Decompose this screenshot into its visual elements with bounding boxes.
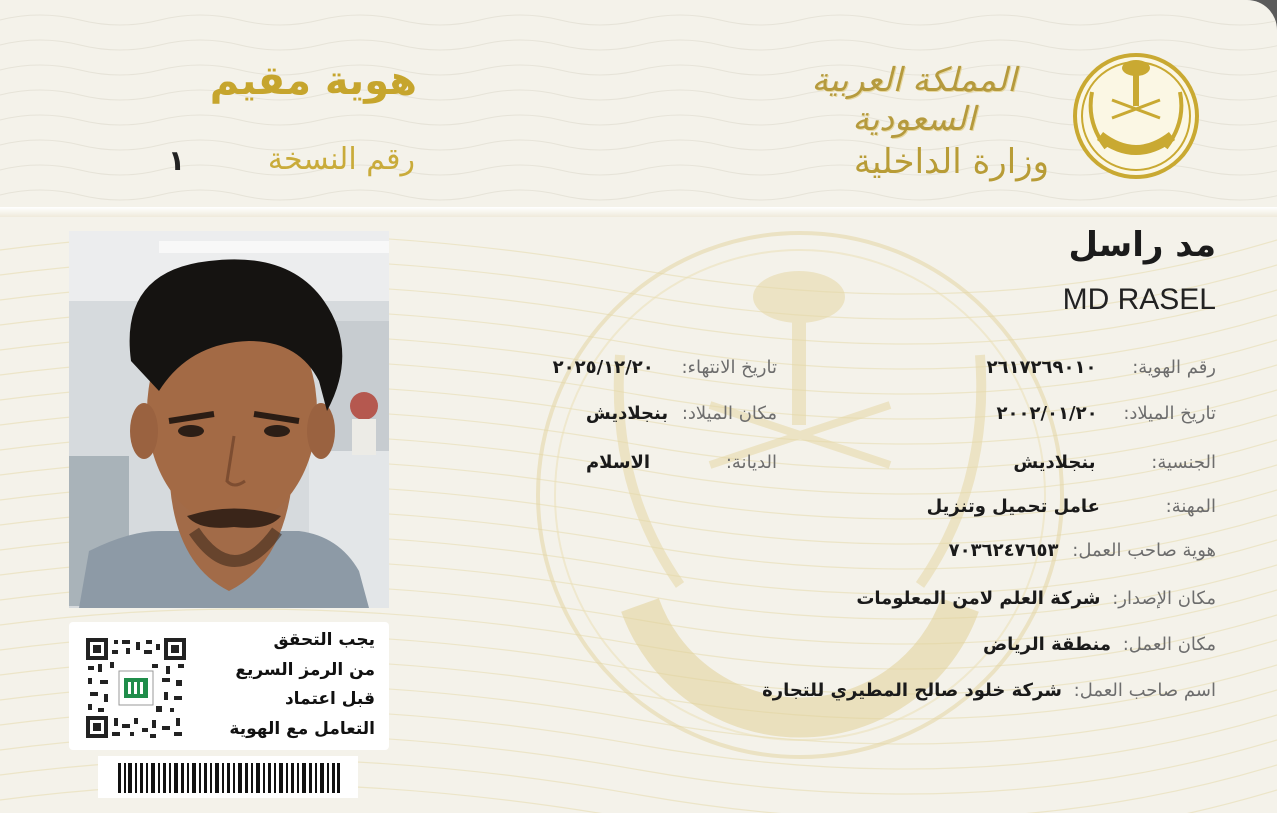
qr-verification-notice [200,626,375,744]
qr-notice-line: من الرمز السريع [235,659,375,680]
field-value: الاسلام [585,452,651,473]
header-divider [0,207,1277,217]
saudi-emblem-icon [1068,52,1204,180]
field-value: ٢٦١٧٢٦٩٠١٠ [986,357,1097,378]
field-label: مكان الميلاد: [681,403,777,424]
field-label: تاريخ الانتهاء: [681,357,777,378]
field-work-place [983,634,1216,655]
ministry-name: وزارة الداخلية [853,142,1049,182]
field-label: مكان العمل: [1122,634,1216,655]
qr-code-icon[interactable] [86,638,186,738]
field-label: مكان الإصدار: [1112,588,1216,609]
copy-number-label: رقم النسخة [267,142,415,177]
field-id-number [987,357,1216,378]
field-label: هوية صاحب العمل: [1072,540,1216,561]
field-value: شركة خلود صالح المطيري للتجارة [762,680,1062,701]
field-label: تاريخ الميلاد: [1123,403,1216,424]
field-label: اسم صاحب العمل: [1073,680,1216,701]
field-employer-name [762,680,1216,701]
holder-photo [69,231,389,608]
qr-notice-line: التعامل مع الهوية [229,718,375,739]
card-title: هوية مقيم [209,58,417,104]
field-label: رقم الهوية: [1132,357,1216,378]
holder-name-arabic: مد راسل [1068,225,1216,265]
field-employer-id [949,540,1216,561]
field-nationality [1013,452,1216,473]
barcode-icon [118,763,340,793]
field-value: بنجلاديش [1013,452,1096,473]
qr-notice-line: قبل اعتماد [284,689,375,709]
field-value: عامل تحميل وتنزيل [926,496,1100,517]
field-expiry-date [553,357,777,378]
field-value: شركة العلم لامن المعلومات [856,588,1101,609]
holder-name-english: MD RASEL [1062,283,1216,316]
qr-notice-line: يجب التحقق [273,630,375,650]
field-birth-date [997,403,1216,424]
field-label: الديانة: [725,452,777,473]
field-label: المهنة: [1165,496,1216,517]
copy-number-value: ١ [168,144,186,177]
field-birth-place [586,403,777,424]
field-issue-place [856,588,1216,609]
field-label: الجنسية: [1151,452,1216,473]
field-value: ٢٠٠٢/٠١/٢٠ [996,403,1098,424]
field-religion [586,452,777,473]
field-value: ٢٠٢٥/١٢/٢٠ [552,357,654,378]
field-value: منطقة الرياض [982,634,1111,655]
field-occupation [927,496,1216,517]
field-value: بنجلاديش [585,403,669,424]
field-value: ٧٠٣٦٢٤٧٦٥٣ [948,540,1059,561]
kingdom-name: المملكة العربية السعودية [811,60,1017,138]
